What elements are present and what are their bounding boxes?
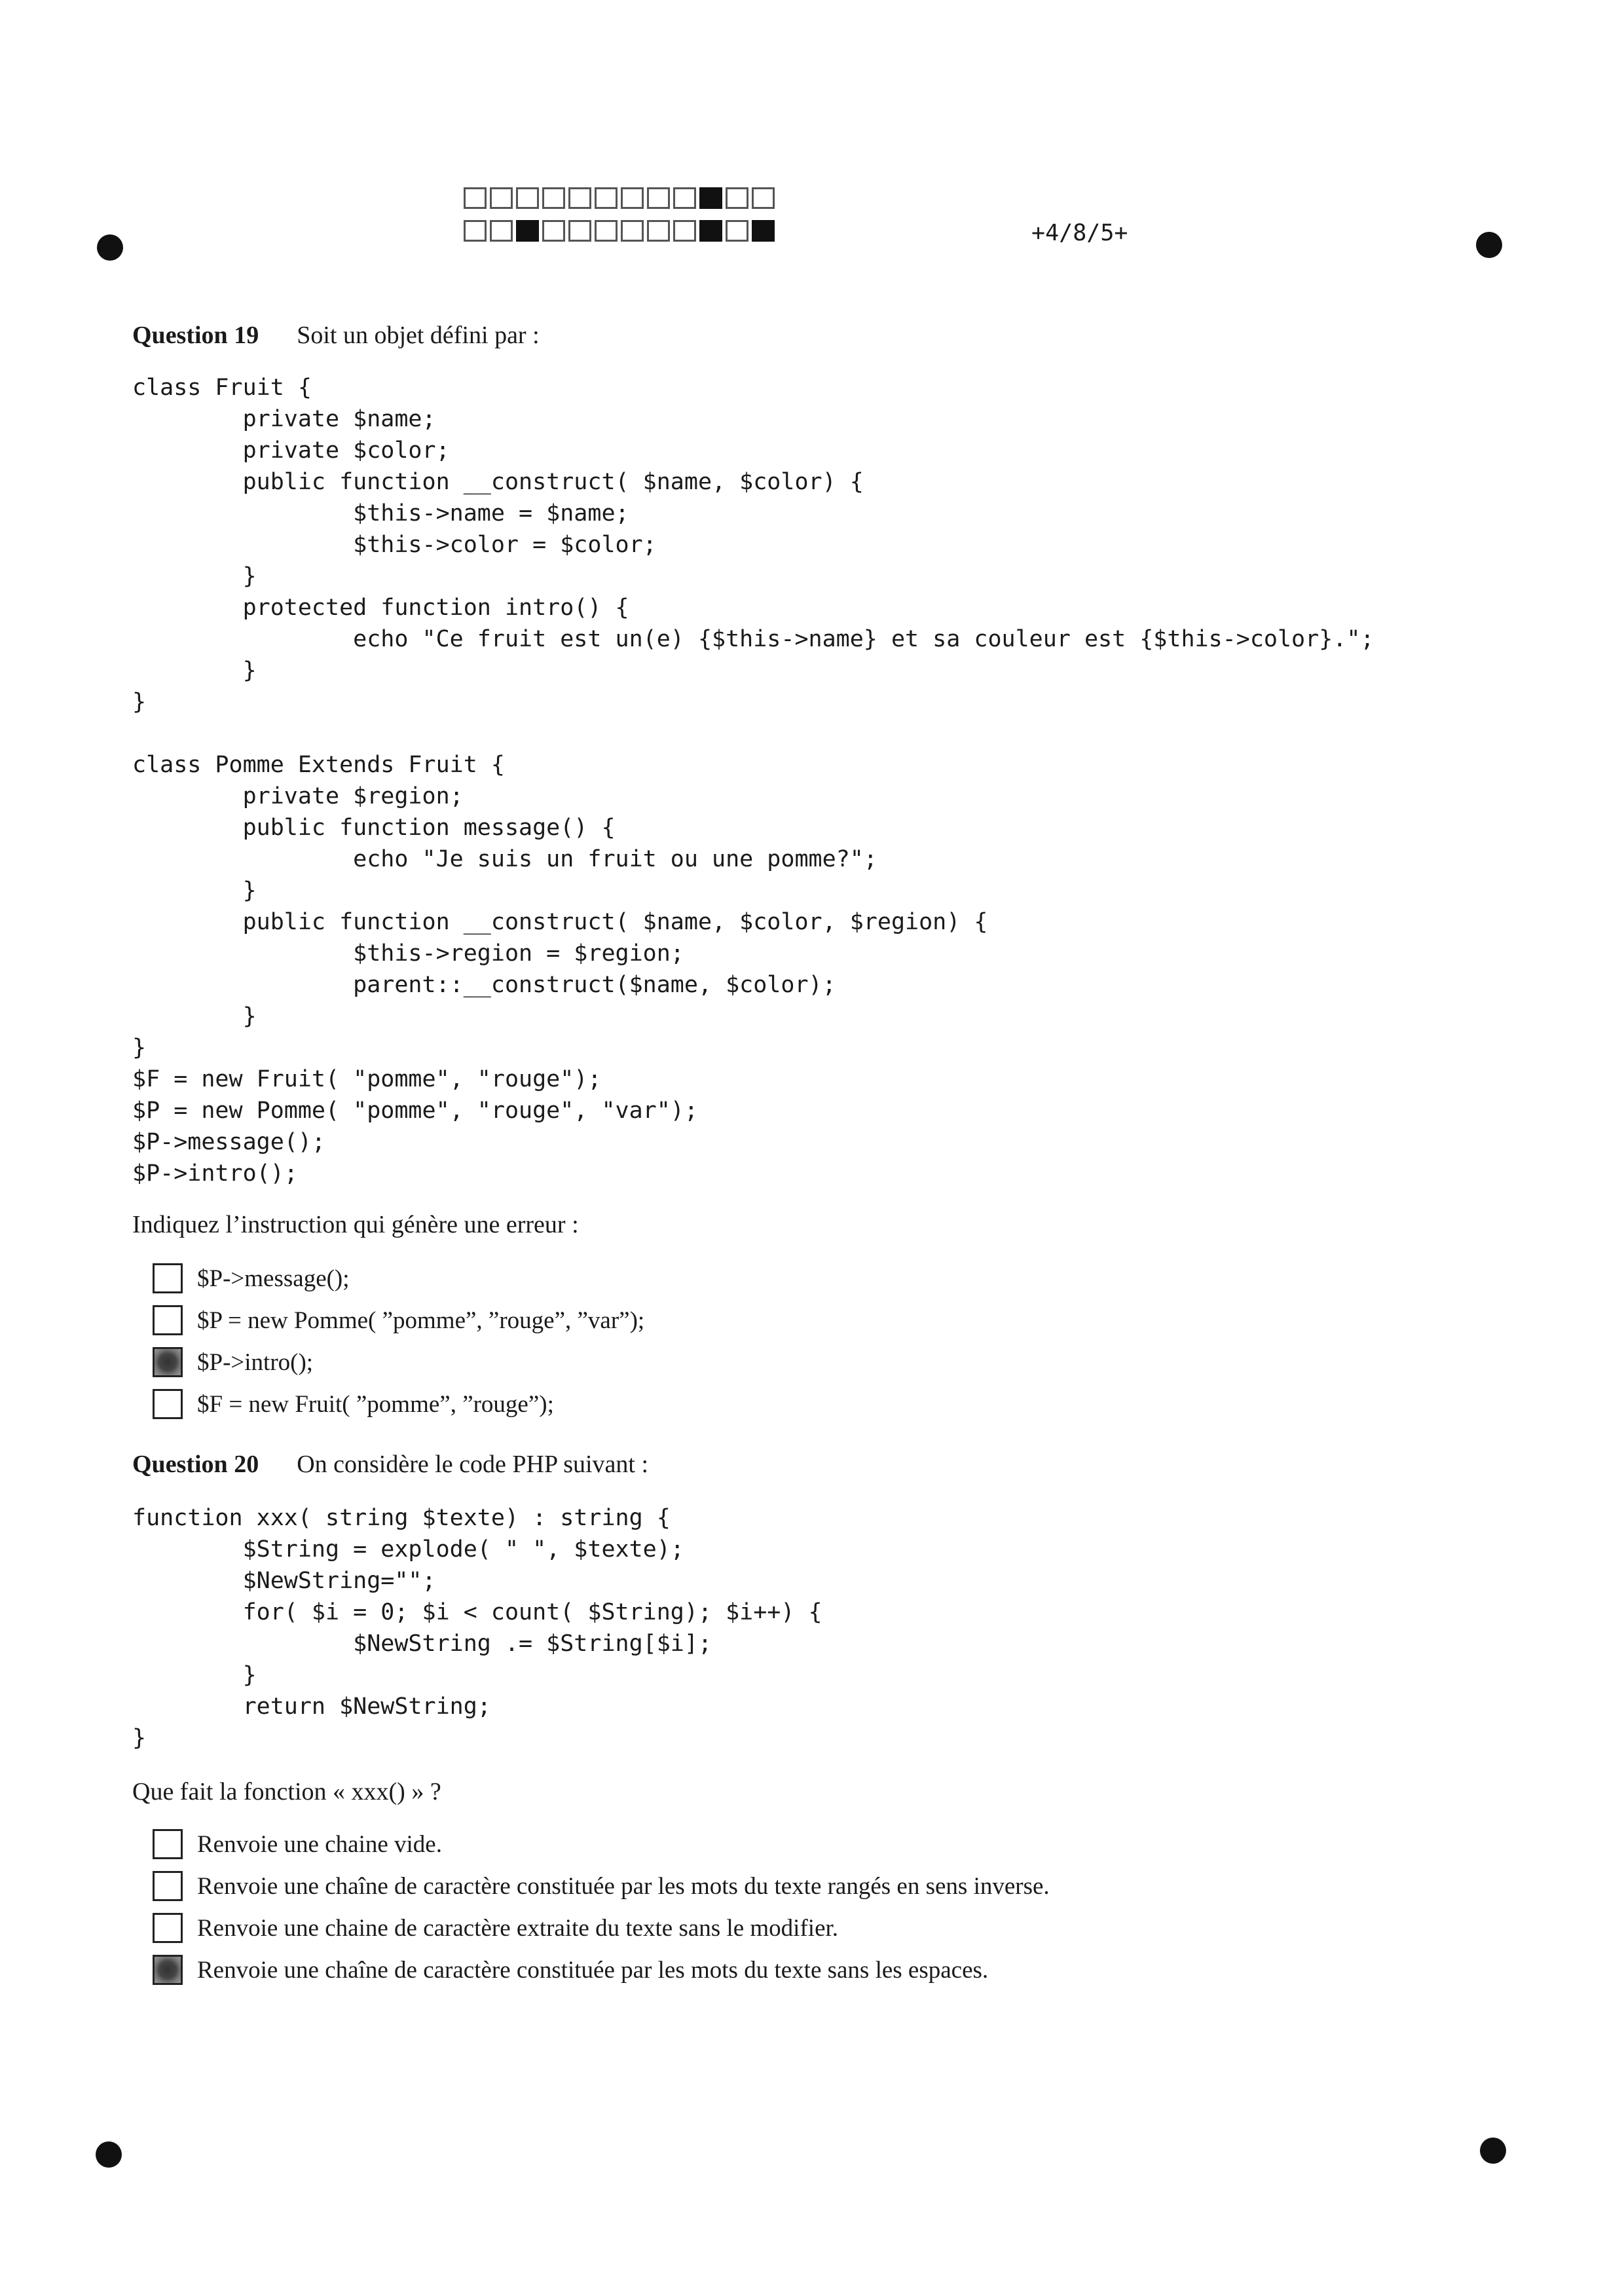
code-box	[752, 187, 775, 209]
code-boxes-row-2	[464, 220, 778, 242]
code-box	[621, 220, 644, 242]
question-20-prompt: Que fait la fonction « xxx() » ?	[132, 1778, 441, 1805]
checkbox[interactable]	[153, 1913, 183, 1943]
registration-dot-top-left	[97, 234, 123, 261]
answer-option[interactable]	[153, 1299, 644, 1341]
question-19-heading	[132, 321, 540, 350]
code-box	[490, 187, 513, 209]
checkbox[interactable]	[153, 1389, 183, 1419]
registration-dot-bottom-left	[96, 2141, 122, 2168]
option-label: Renvoie une chaine de caractère extraite du texte sans le modifier.	[197, 1914, 839, 1942]
code-box	[595, 187, 618, 209]
checkbox-checked[interactable]	[153, 1955, 183, 1985]
code-box-filled	[516, 220, 539, 242]
question-number: Question 19	[132, 322, 259, 349]
option-label: $P->intro();	[197, 1348, 314, 1376]
code-box-filled	[752, 220, 775, 242]
question-number: Question 20	[132, 1451, 259, 1478]
code-boxes-row-1	[464, 187, 778, 209]
checkbox[interactable]	[153, 1871, 183, 1901]
page-id: +4/8/5+	[1031, 220, 1128, 246]
code-box	[726, 187, 748, 209]
code-box	[621, 187, 644, 209]
code-box	[568, 220, 591, 242]
question-intro: Soit un objet défini par :	[297, 322, 540, 349]
question-19-options	[153, 1257, 644, 1425]
answer-option[interactable]	[153, 1949, 1050, 1991]
code-box	[647, 220, 670, 242]
code-block-question-20: function xxx( string $texte) : string { $String = explode( " ", $texte); $NewString=""; for( $i = 0; $i < count( $String); $i++) { $NewString .= $String[$i]; } return $NewString; }	[132, 1505, 822, 1751]
code-block-question-19: class Fruit { private $name; private $color; public function __construct( $name, $color) { $this->name = $name; $this->color = $color; } protected function intro() { echo "Ce fruit est un(e) {$this->name} et sa couleur est {$this->color}."; } } class Pomme Extends Fruit { private $region; public function message() { echo "Je suis un fruit ou une pomme?"; } public function __construct( $name, $color, $region) { $this->region = $region; parent::__construct($name, $color); } } $F = new Fruit( "pomme", "rouge"); $P = new Pomme( "pomme", "rouge", "var"); $P->message(); $P->intro();	[132, 375, 1375, 1187]
answer-option[interactable]	[153, 1865, 1050, 1907]
checkbox-checked[interactable]	[153, 1347, 183, 1377]
code-box	[568, 187, 591, 209]
option-label: $P = new Pomme( ”pomme”, ”rouge”, ”var”);	[197, 1306, 645, 1334]
question-intro: On considère le code PHP suivant :	[297, 1451, 649, 1478]
option-label: Renvoie une chaine vide.	[197, 1830, 442, 1858]
code-box	[542, 187, 565, 209]
code-box	[595, 220, 618, 242]
question-20-options	[153, 1823, 1050, 1991]
registration-dot-top-right	[1476, 232, 1502, 258]
code-box	[464, 220, 487, 242]
checkbox[interactable]	[153, 1829, 183, 1859]
checkbox[interactable]	[153, 1263, 183, 1293]
option-label: $F = new Fruit( ”pomme”, ”rouge”);	[197, 1390, 554, 1418]
question-19-prompt: Indiquez l’instruction qui génère une erreur :	[132, 1211, 579, 1238]
code-box-filled	[699, 187, 722, 209]
answer-option[interactable]	[153, 1341, 644, 1383]
code-box	[490, 220, 513, 242]
code-box	[647, 187, 670, 209]
code-box	[673, 220, 696, 242]
code-box	[542, 220, 565, 242]
answer-option[interactable]	[153, 1383, 644, 1425]
checkbox[interactable]	[153, 1305, 183, 1335]
code-box-filled	[699, 220, 722, 242]
option-label: Renvoie une chaîne de caractère constituée par les mots du texte rangés en sens inverse.	[197, 1872, 1050, 1900]
code-box	[516, 187, 539, 209]
option-label: Renvoie une chaîne de caractère constituée par les mots du texte sans les espaces.	[197, 1956, 989, 1984]
option-label: $P->message();	[197, 1265, 350, 1292]
question-20-heading	[132, 1450, 648, 1479]
answer-option[interactable]	[153, 1907, 1050, 1949]
code-box	[673, 187, 696, 209]
code-box	[726, 220, 748, 242]
code-box	[464, 187, 487, 209]
registration-dot-bottom-right	[1480, 2138, 1506, 2164]
answer-option[interactable]	[153, 1257, 644, 1299]
answer-option[interactable]	[153, 1823, 1050, 1865]
